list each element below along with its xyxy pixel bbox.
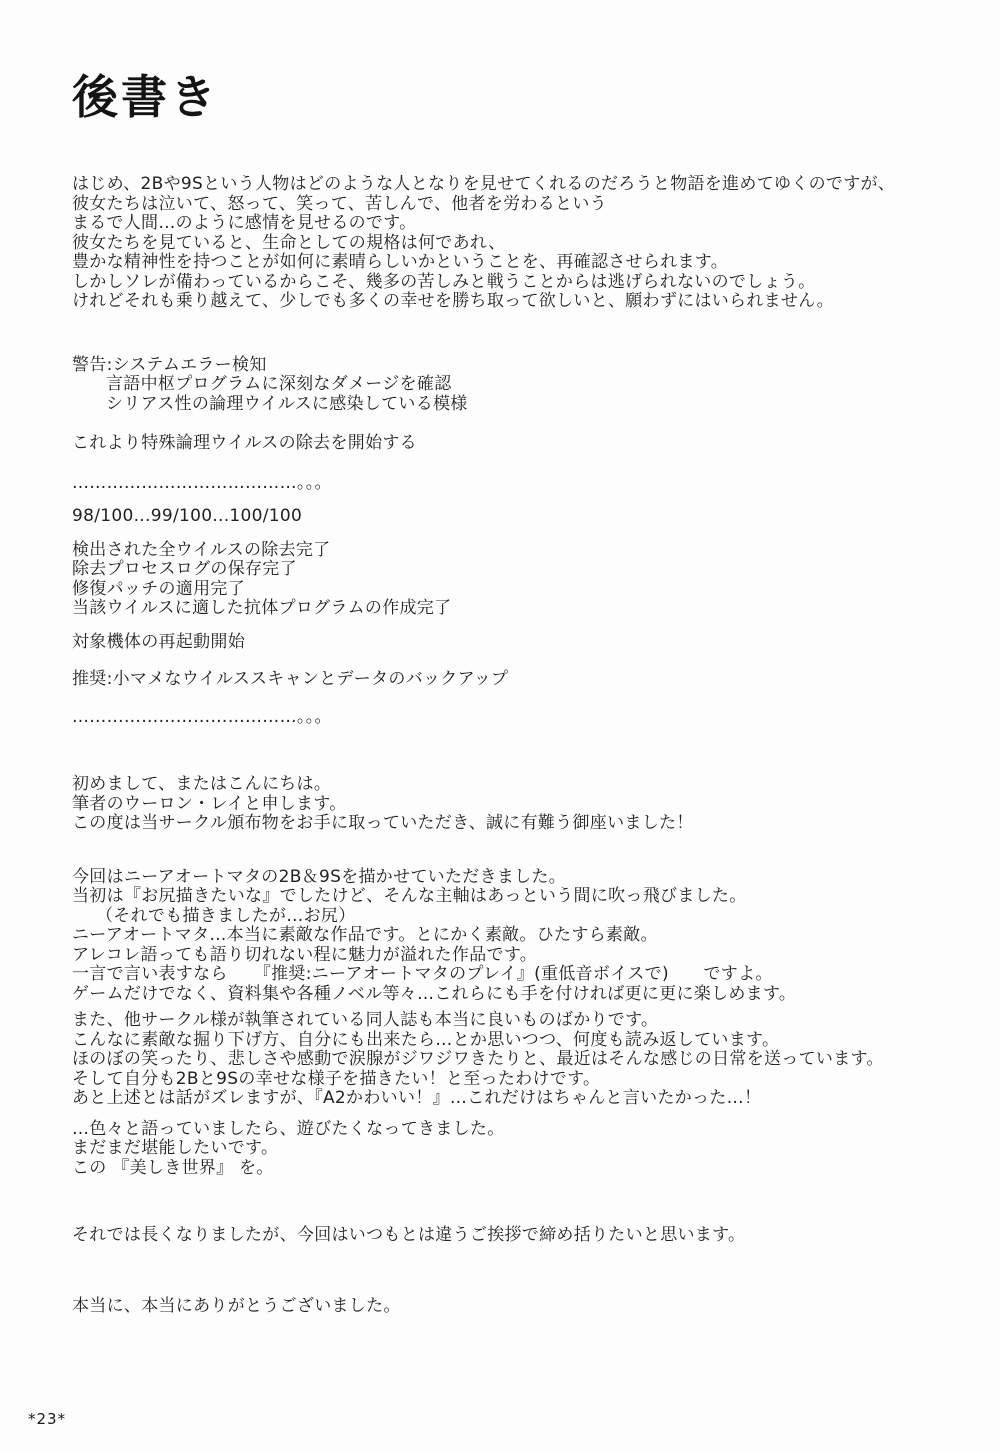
removal-results (72, 541, 972, 619)
text-line: …色々と語っていましたら、遊びたくなってきました。 (72, 1118, 505, 1139)
progress-counter (72, 507, 972, 527)
text-line: 初めまして、またはこんにちは。 (72, 774, 332, 795)
text-line: はじめ、2Bや9Sという人物はどのような人となりを見せてくれるのだろうと物語を進めてゆくのですが、 (72, 174, 896, 195)
text-line: 推奨:小マメなウイルススキャンとデータのバックアップ (72, 669, 509, 690)
text-line: 本当に、本当にありがとうございました。 (72, 1295, 401, 1316)
text-line: 当初は『お尻描きたいな』でしたけど、そんな主軸はあっという間に吹っ飛びました。 (72, 886, 747, 907)
text-line: （それでも描きましたが…お尻） (96, 905, 356, 926)
text-line: この度は当サークル頒布物をお手に取っていただき、誠に有難う御座いました！ (72, 813, 694, 834)
text-line: 一言で言い表すなら 『推奨:ニーアオートマタのプレイ』(重低音ボイスで) ですよ。 (72, 964, 773, 985)
text-line: そして自分も2Bと9Sの幸せな様子を描きたい！と至ったわけです。 (72, 1068, 601, 1089)
text-line: それでは長くなりましたが、今回はいつもとは違うご挨拶で締め括りたいと思います。 (72, 1225, 746, 1246)
page-title: 後書き (72, 70, 219, 124)
greeting (72, 775, 972, 834)
recommendation (72, 670, 972, 690)
text-line: これより特殊論理ウイルスの除去を開始する (72, 433, 417, 454)
other-circles (72, 1011, 972, 1109)
text-line: こんなに素敵な掘り下げ方、自分にも出来たら…とか思いつつ、何度も読み返しています。 (72, 1029, 780, 1050)
page-number: *23* (28, 1410, 67, 1428)
document-body (72, 0, 972, 1316)
text-line: 豊かな精神性を持つことが如何に素晴らしいかということを、再確認させられます。 (72, 252, 729, 273)
text-line: あと上述とは話がズレますが、『A2かわいい！』…これだけはちゃんと言いたかった…！ (72, 1088, 762, 1109)
text-line: …………………………………。。。 (72, 472, 332, 493)
closing-thoughts (72, 1120, 972, 1179)
text-line: 言語中枢プログラムに深刻なダメージを確認 (106, 374, 452, 395)
text-line: また、他サークル様が執筆されている同人誌も本当に良いものばかりです。 (72, 1010, 659, 1031)
thanks (72, 1297, 972, 1317)
system-warning (72, 356, 972, 415)
text-line: 98/100...99/100...100/100 (72, 506, 303, 527)
text-line: アレコレ語っても語り切れない程に魅力が溢れた作品です。 (72, 944, 538, 965)
text-line: 当該ウイルスに適した抗体プログラムの作成完了 (72, 598, 452, 619)
pre-closing (72, 1226, 972, 1246)
text-line: 彼女たちは泣いて、怒って、笑って、苦しんで、他者を労わるという (72, 193, 607, 214)
text-line: 警告:システムエラー検知 (72, 354, 267, 375)
text-line: けれどそれも乗り越えて、少しでも多くの幸せを勝ち取って欲しいと、願わずにはいられません。 (72, 291, 834, 312)
text-line: 検出された全ウイルスの除去完了 (72, 539, 331, 560)
reboot-start (72, 633, 972, 653)
text-line: この 『美しき世界』 を。 (72, 1157, 274, 1178)
text-line: ほのぼの笑ったり、悲しさや感動で涙腺がジワジワきたりと、最近はそんな感じの日常を送っています。 (72, 1049, 884, 1070)
text-line: …………………………………。。。 (72, 706, 332, 727)
text-line: 彼女たちを見ていると、生命としての規格は何であれ、 (72, 232, 506, 253)
opening-thoughts (72, 175, 972, 312)
text-line: 今回はニーアオートマタの2B＆9Sを描かせていただきました。 (72, 866, 567, 887)
text-line: シリアス性の論理ウイルスに感染している模様 (106, 393, 468, 414)
virus-removal-start (72, 434, 972, 454)
text-line: ゲームだけでなく、資料集や各種ノベル等々…これらにも手を付ければ更に更に楽しめます。 (72, 983, 797, 1004)
ellipsis-line-2 (72, 708, 972, 728)
ellipsis-line-1 (72, 474, 972, 494)
text-line: まるで人間…のように感情を見せるのです。 (72, 213, 417, 234)
text-line: ニーアオートマタ…本当に素敵な作品です。とにかく素敵。ひたすら素敵。 (72, 925, 658, 946)
text-line: 除去プロセスログの保存完了 (72, 559, 297, 580)
text-line: しかしソレが備わっているからこそ、幾多の苦しみと戦うことからは逃げられないのでしょう。 (72, 271, 816, 292)
text-line: 筆者のウーロン・レイと申します。 (72, 793, 347, 814)
text-line: 対象機体の再起動開始 (72, 631, 245, 652)
text-line: まだまだ堪能したいです。 (72, 1138, 279, 1159)
about-work (72, 868, 972, 1005)
text-line: 修復パッチの適用完了 (72, 578, 245, 599)
